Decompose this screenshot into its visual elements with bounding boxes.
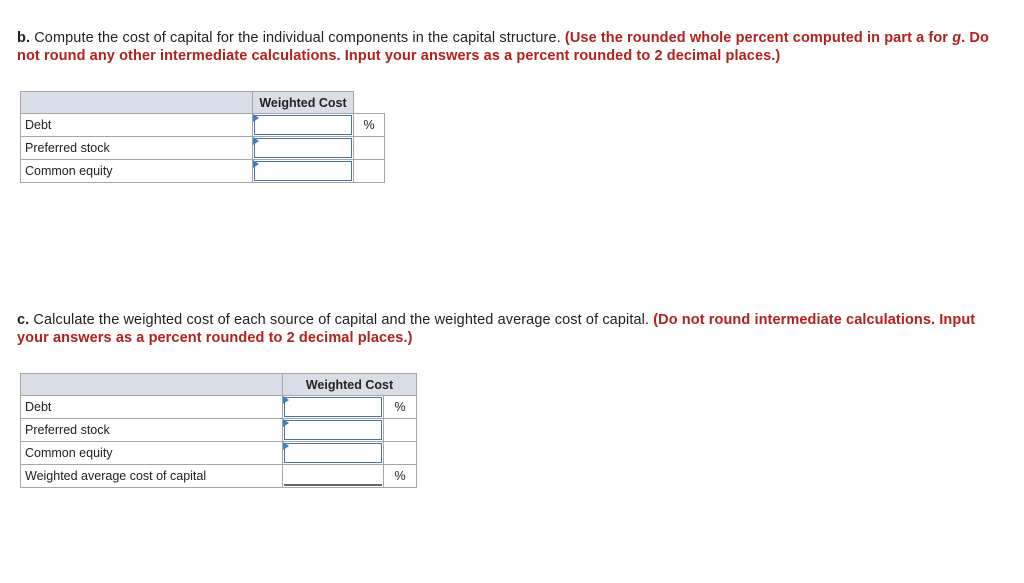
- debt-cost-input[interactable]: [254, 115, 352, 135]
- input-cell-wacc[interactable]: [283, 465, 384, 488]
- table-header-row: [21, 92, 385, 114]
- row-label-common-equity: Common equity: [21, 160, 253, 183]
- question-b-note-2: . Do not round any other intermediate calculations. Input your answers as a percent rounded to 2 decimal places.): [17, 30, 989, 64]
- wacc-input[interactable]: [284, 466, 382, 486]
- table-row: [21, 442, 417, 465]
- weighted-cost-table: [20, 373, 417, 488]
- row-label-debt: Debt: [21, 396, 283, 419]
- common-equity-weighted-cost-input[interactable]: [284, 443, 382, 463]
- cost-of-capital-table: [20, 91, 385, 183]
- flag-icon: [283, 442, 289, 450]
- percent-unit: %: [384, 465, 417, 488]
- row-label-preferred-stock: Preferred stock: [21, 137, 253, 160]
- unit-cell: [384, 419, 417, 442]
- table-row: [21, 396, 417, 419]
- table-header-row: [21, 374, 417, 396]
- input-cell-common-equity[interactable]: [253, 160, 354, 183]
- table-row: [21, 114, 385, 137]
- flag-icon: [283, 419, 289, 427]
- question-c-prompt: [17, 311, 1007, 347]
- table-header-weighted-cost: Weighted Cost: [253, 92, 354, 114]
- unit-cell: [354, 137, 385, 160]
- percent-unit: %: [384, 396, 417, 419]
- input-cell-common-equity[interactable]: [283, 442, 384, 465]
- question-b-note-var: g: [952, 30, 962, 46]
- flag-icon: [283, 396, 289, 404]
- question-c-instructions: (Do not round intermediate calculations. Input your answers as a percent rounded to 2 decimal places.): [17, 312, 976, 346]
- flag-icon: [253, 160, 259, 168]
- row-label-wacc: Weighted average cost of capital: [21, 465, 283, 488]
- preferred-stock-cost-input[interactable]: [254, 138, 352, 158]
- row-label-debt: Debt: [21, 114, 253, 137]
- debt-weighted-cost-input[interactable]: [284, 397, 382, 417]
- row-label-common-equity: Common equity: [21, 442, 283, 465]
- question-b-label: b.: [17, 30, 31, 46]
- unit-cell: [354, 160, 385, 183]
- table-header-unit: [354, 92, 385, 114]
- common-equity-cost-input[interactable]: [254, 161, 352, 181]
- question-c-text: Calculate the weighted cost of each source of capital and the weighted average cost of capital.: [29, 312, 654, 328]
- table-header-weighted-cost: Weighted Cost: [283, 374, 417, 396]
- question-b-text: Compute the cost of capital for the individual components in the capital structure.: [30, 30, 565, 46]
- table-row: [21, 160, 385, 183]
- flag-icon: [253, 114, 259, 122]
- flag-icon: [253, 137, 259, 145]
- question-b-prompt: [17, 29, 1007, 65]
- preferred-stock-weighted-cost-input[interactable]: [284, 420, 382, 440]
- table-row: [21, 465, 417, 488]
- question-c-label: c.: [17, 312, 30, 328]
- table-row: [21, 419, 417, 442]
- input-cell-debt[interactable]: [283, 396, 384, 419]
- question-b-note-1: (Use the rounded whole percent computed in part a for: [564, 30, 953, 46]
- percent-unit: %: [354, 114, 385, 137]
- row-label-preferred-stock: Preferred stock: [21, 419, 283, 442]
- table-row: [21, 137, 385, 160]
- table-header-blank: [21, 374, 283, 396]
- input-cell-debt[interactable]: [253, 114, 354, 137]
- input-cell-preferred-stock[interactable]: [283, 419, 384, 442]
- input-cell-preferred-stock[interactable]: [253, 137, 354, 160]
- unit-cell: [384, 442, 417, 465]
- table-header-blank: [21, 92, 253, 114]
